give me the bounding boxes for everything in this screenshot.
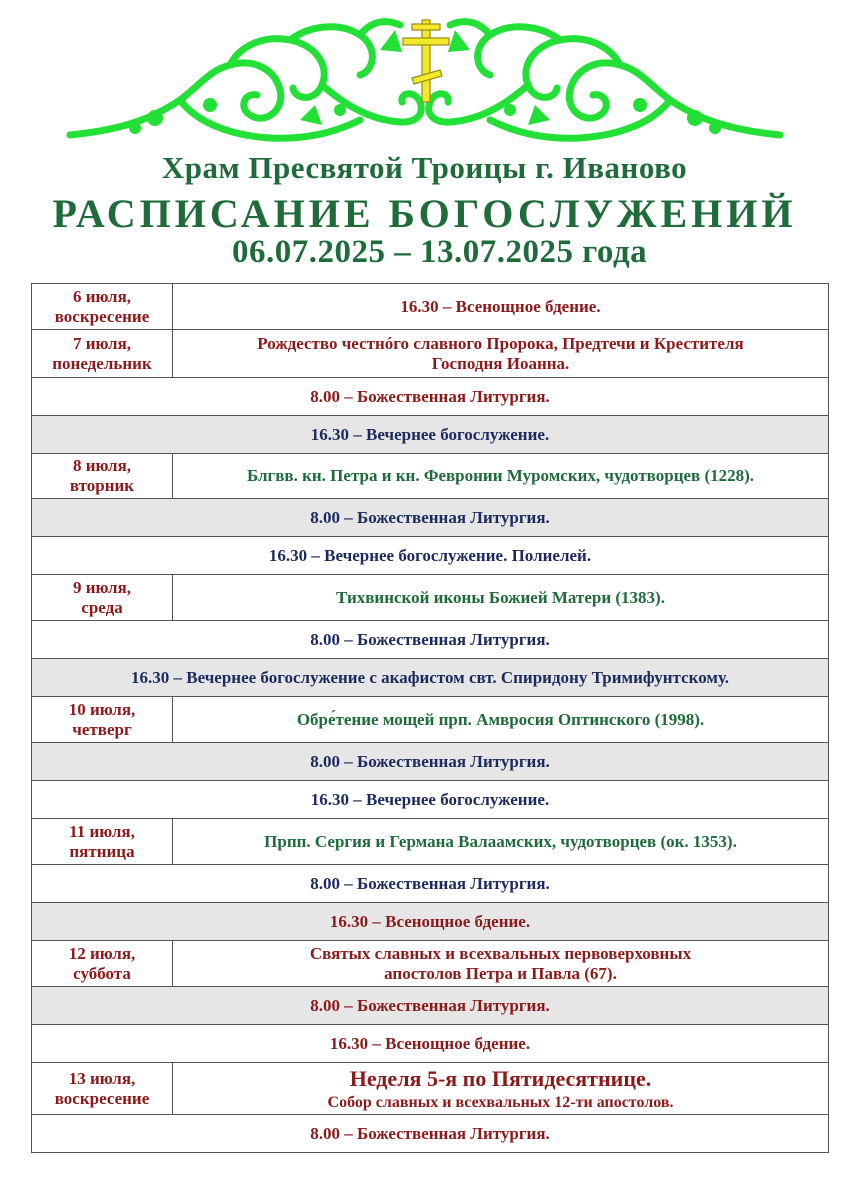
day-cell: 7 июля, понедельник xyxy=(32,330,173,378)
service-cell: 8.00 – Божественная Литургия. xyxy=(32,987,829,1025)
day-cell: 13 июля, воскресение xyxy=(32,1063,173,1115)
date-range: 06.07.2025 – 13.07.2025 года xyxy=(232,234,648,270)
table-row xyxy=(32,1115,829,1153)
floral-ornament xyxy=(60,10,790,150)
table-row xyxy=(32,330,829,378)
day-cell: 11 июля, пятница xyxy=(32,819,173,865)
service-cell: 16.30 – Всенощное бдение. xyxy=(173,284,829,330)
church-name: Храм Пресвятой Троицы г. Иваново xyxy=(161,150,688,185)
feast-cell: Обре́тение мощей прп. Амвросия Оптинского (1998). xyxy=(173,697,829,743)
table-row xyxy=(32,1063,829,1115)
service-cell: 16.30 – Вечернее богослужение. Полиелей. xyxy=(32,537,829,575)
day-cell: 10 июля, четверг xyxy=(32,697,173,743)
feast-cell: Тихвинской иконы Божией Матери (1383). xyxy=(173,575,829,621)
table-row xyxy=(32,987,829,1025)
service-cell: 8.00 – Божественная Литургия. xyxy=(32,499,829,537)
page-title: РАСПИСАНИЕ БОГОСЛУЖЕНИЙ xyxy=(52,191,797,236)
feast-cell: Неделя 5-я по Пятидесятнице. Собор славных и всехвальных 12-ти апостолов. xyxy=(173,1063,829,1115)
service-cell: 16.30 – Вечернее богослужение. xyxy=(32,416,829,454)
service-cell: 16.30 – Всенощное бдение. xyxy=(32,1025,829,1063)
feast-cell: Святых славных и всехвальных первоверховных апостолов Петра и Павла (67). xyxy=(173,941,829,987)
table-row xyxy=(32,659,829,697)
service-cell: 16.30 – Вечернее богослужение с акафистом свт. Спиридону Тримифунтскому. xyxy=(32,659,829,697)
table-row xyxy=(32,941,829,987)
service-cell: 16.30 – Вечернее богослужение. xyxy=(32,781,829,819)
table-row xyxy=(32,819,829,865)
orthodox-cross-icon xyxy=(403,20,449,102)
table-row xyxy=(32,575,829,621)
table-row xyxy=(32,781,829,819)
day-cell: 9 июля, среда xyxy=(32,575,173,621)
service-cell: 8.00 – Божественная Литургия. xyxy=(32,1115,829,1153)
schedule-table xyxy=(31,283,829,1153)
table-row xyxy=(32,1025,829,1063)
day-cell: 6 июля, воскресение xyxy=(32,284,173,330)
table-row xyxy=(32,743,829,781)
service-cell: 16.30 – Всенощное бдение. xyxy=(32,903,829,941)
service-cell: 8.00 – Божественная Литургия. xyxy=(32,378,829,416)
table-row xyxy=(32,697,829,743)
day-cell: 12 июля, суббота xyxy=(32,941,173,987)
day-cell: 8 июля, вторник xyxy=(32,454,173,499)
table-row xyxy=(32,454,829,499)
table-row xyxy=(32,537,829,575)
table-row xyxy=(32,378,829,416)
table-row xyxy=(32,284,829,330)
table-row xyxy=(32,903,829,941)
service-cell: 8.00 – Божественная Литургия. xyxy=(32,621,829,659)
service-cell: 8.00 – Божественная Литургия. xyxy=(32,865,829,903)
feast-cell: Прпп. Сергия и Германа Валаамских, чудотворцев (ок. 1353). xyxy=(173,819,829,865)
table-row xyxy=(32,621,829,659)
table-row xyxy=(32,865,829,903)
feast-cell: Блгвв. кн. Петра и кн. Февронии Муромских, чудотворцев (1228). xyxy=(173,454,829,499)
feast-cell: Рождество честнóго славного Пророка, Предтечи и Крестителя Господня Иоанна. xyxy=(173,330,829,378)
table-row xyxy=(32,499,829,537)
service-cell: 8.00 – Божественная Литургия. xyxy=(32,743,829,781)
table-row xyxy=(32,416,829,454)
